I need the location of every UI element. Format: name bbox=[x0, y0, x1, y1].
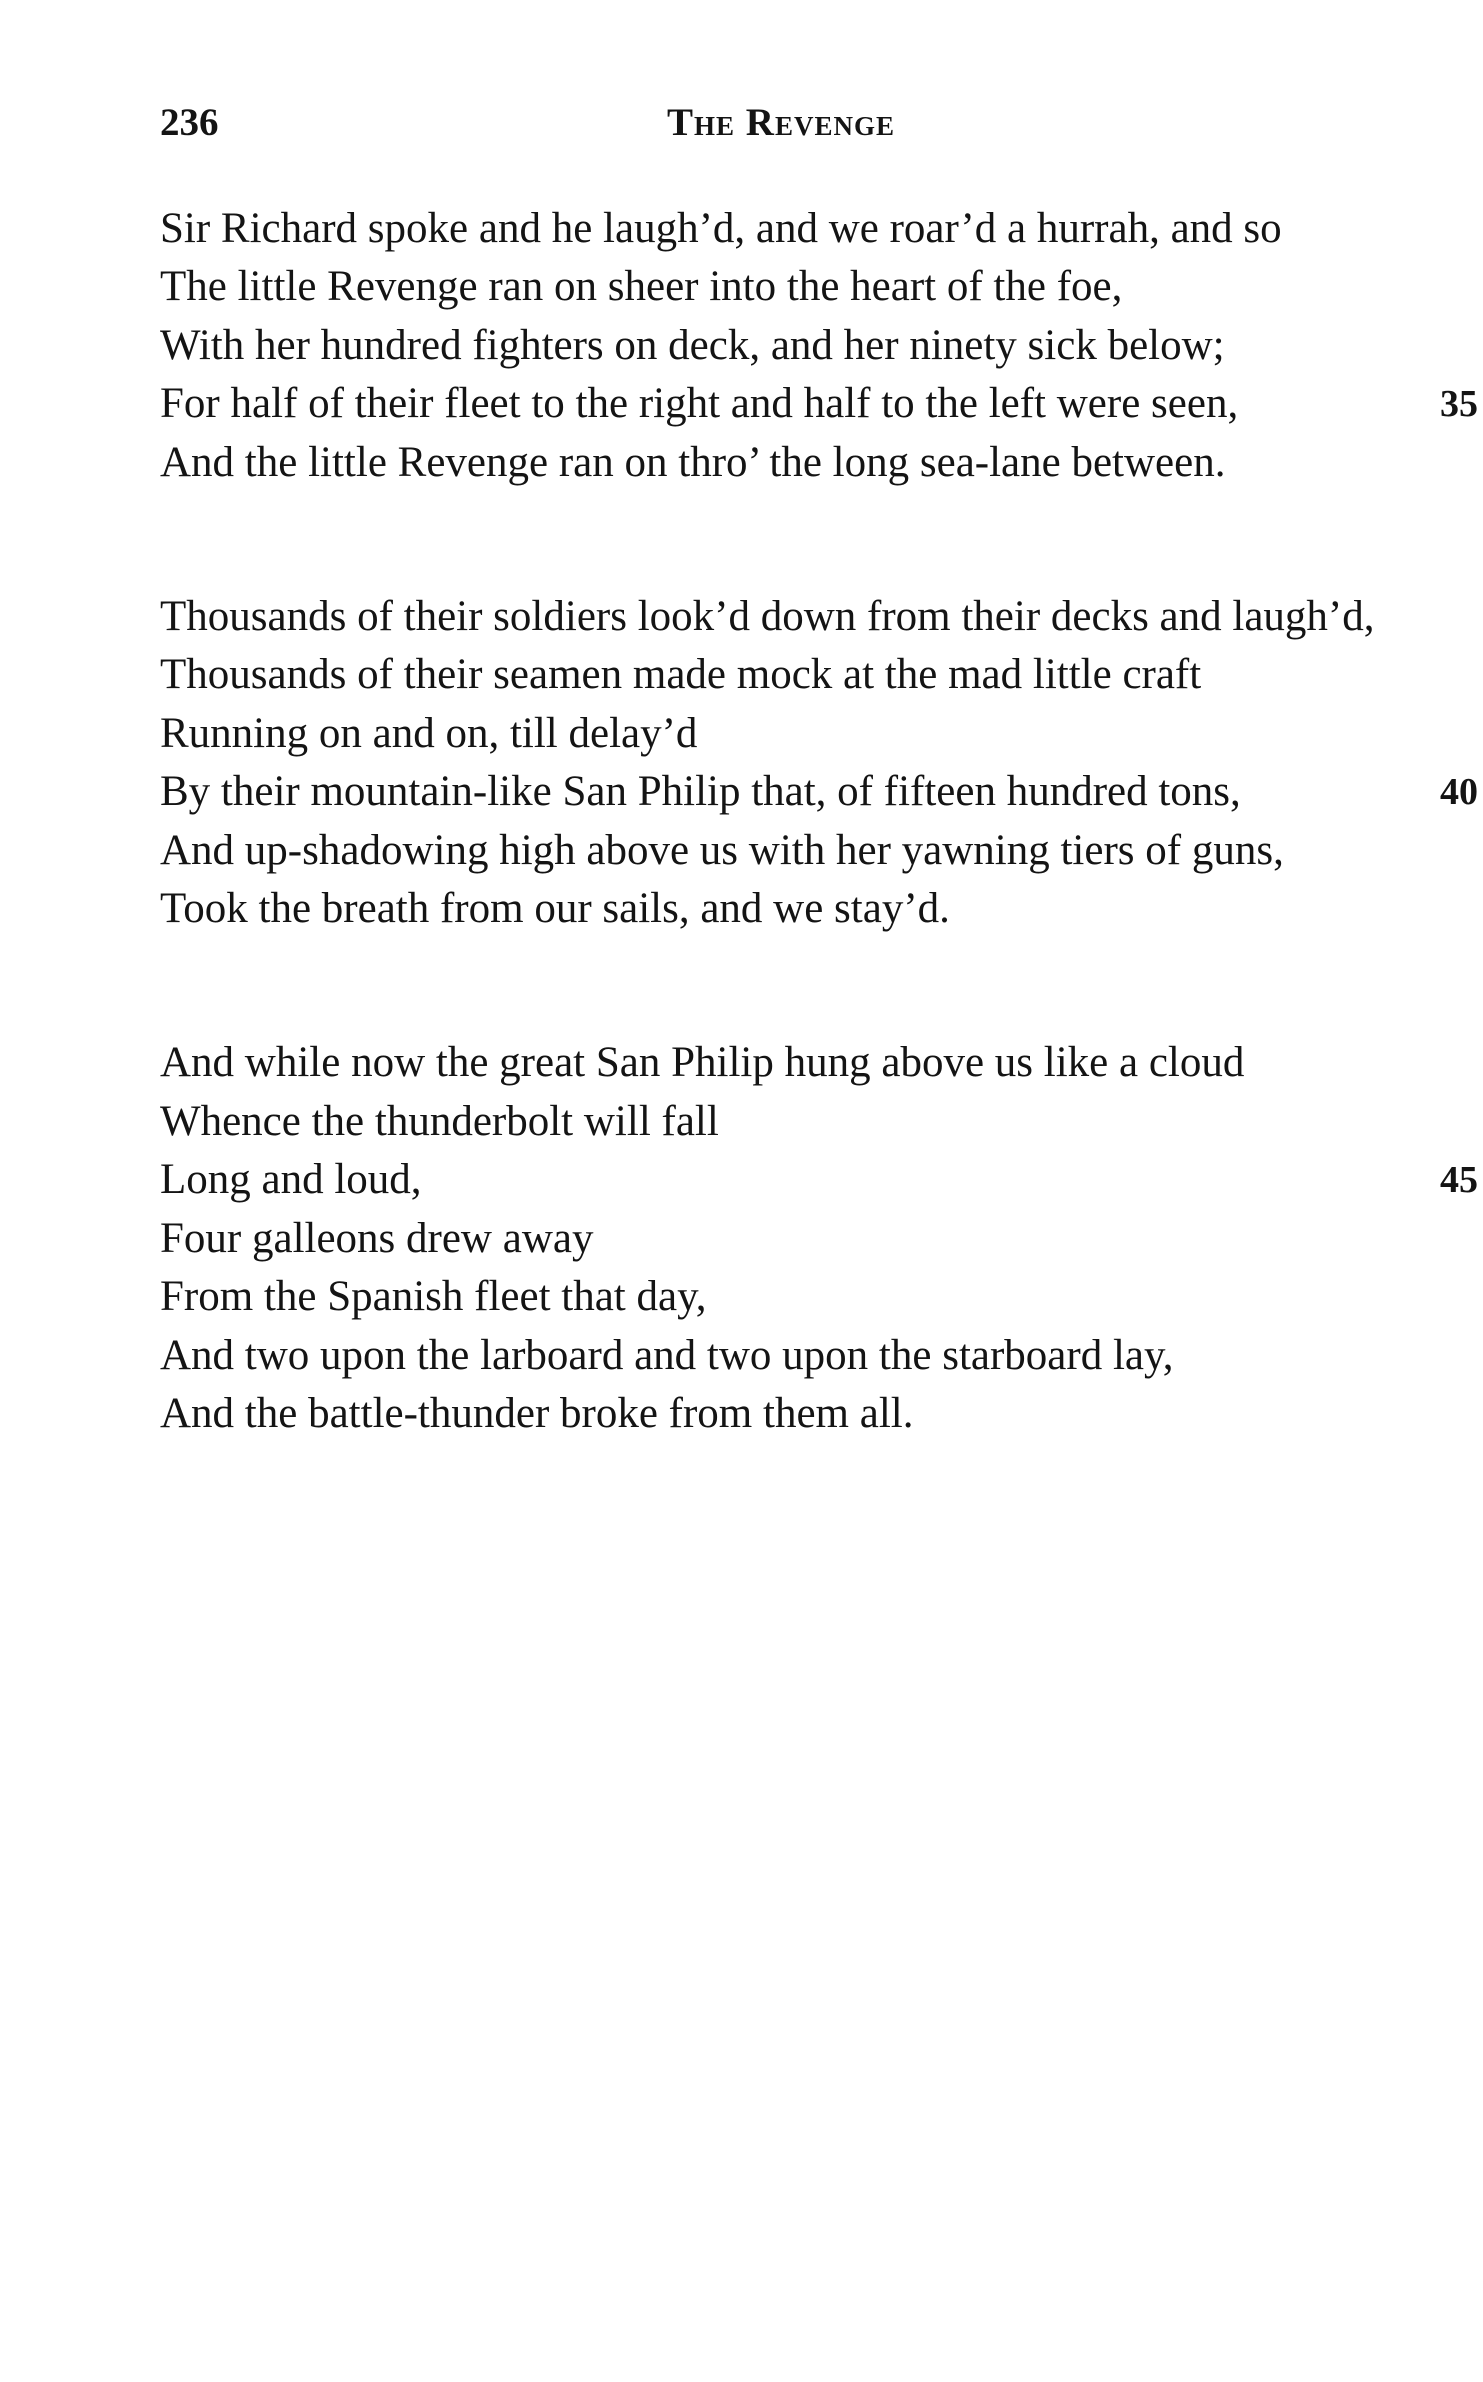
verse-text: With her hundred fighters on deck, and her ninety sick below; bbox=[160, 321, 1225, 369]
poem-body bbox=[160, 200, 1478, 1443]
verse-line bbox=[160, 588, 1448, 646]
verse-line bbox=[160, 434, 1448, 492]
stanza bbox=[160, 588, 1478, 938]
verse-line bbox=[160, 258, 1448, 316]
verse-text: Thousands of their seamen made mock at the mad little craft bbox=[160, 651, 1202, 699]
verse-text: By their mountain-like San Philip that, of fifteen hundred tons, bbox=[160, 768, 1241, 816]
verse-line bbox=[160, 1151, 1478, 1209]
verse-line bbox=[160, 1210, 1448, 1268]
verse-line bbox=[160, 646, 1448, 704]
verse-line bbox=[160, 880, 1448, 938]
verse-text: Long and loud, bbox=[160, 1156, 422, 1204]
verse-text: Four galleons drew away bbox=[160, 1214, 594, 1262]
verse-text: Running on and on, till delay’d bbox=[160, 709, 698, 757]
verse-line bbox=[160, 1327, 1448, 1385]
verse-text: From the Spanish fleet that day, bbox=[160, 1273, 707, 1321]
verse-text: Whence the thunderbolt will fall bbox=[160, 1097, 719, 1145]
verse-line bbox=[160, 705, 1448, 763]
stanza bbox=[160, 200, 1478, 492]
verse-text: And the little Revenge ran on thro’ the long sea-lane between. bbox=[160, 438, 1226, 486]
line-number: 35 bbox=[1440, 383, 1478, 426]
page-number: 236 bbox=[160, 101, 219, 144]
verse-line bbox=[160, 317, 1448, 375]
line-number: 40 bbox=[1440, 771, 1478, 814]
verse-line bbox=[160, 375, 1478, 433]
line-number: 45 bbox=[1440, 1159, 1478, 1202]
verse-line bbox=[160, 1385, 1448, 1443]
verse-text: For half of their fleet to the right and half to the left were seen, bbox=[160, 380, 1239, 428]
page-header bbox=[160, 100, 1402, 160]
verse-line bbox=[160, 200, 1448, 258]
verse-text: And the battle-thunder broke from them all. bbox=[160, 1389, 914, 1437]
verse-line bbox=[160, 1034, 1448, 1092]
verse-text: And up-shadowing high above us with her yawning tiers of guns, bbox=[160, 826, 1284, 874]
verse-text: Took the breath from our sails, and we stay’d. bbox=[160, 885, 950, 933]
verse-line bbox=[160, 763, 1478, 821]
verse-text: Thousands of their soldiers look’d down from their decks and laugh’d, bbox=[160, 593, 1375, 641]
verse-text: And two upon the larboard and two upon the starboard lay, bbox=[160, 1331, 1174, 1379]
verse-line bbox=[160, 1268, 1448, 1326]
verse-line bbox=[160, 822, 1448, 880]
stanza bbox=[160, 1034, 1478, 1443]
verse-text: And while now the great San Philip hung above us like a cloud bbox=[160, 1039, 1245, 1087]
running-title: The Revenge bbox=[667, 101, 895, 144]
verse-text: The little Revenge ran on sheer into the heart of the foe, bbox=[160, 263, 1123, 311]
verse-text: Sir Richard spoke and he laugh’d, and we roar’d a hurrah, and so bbox=[160, 205, 1282, 252]
verse-line bbox=[160, 1093, 1448, 1151]
